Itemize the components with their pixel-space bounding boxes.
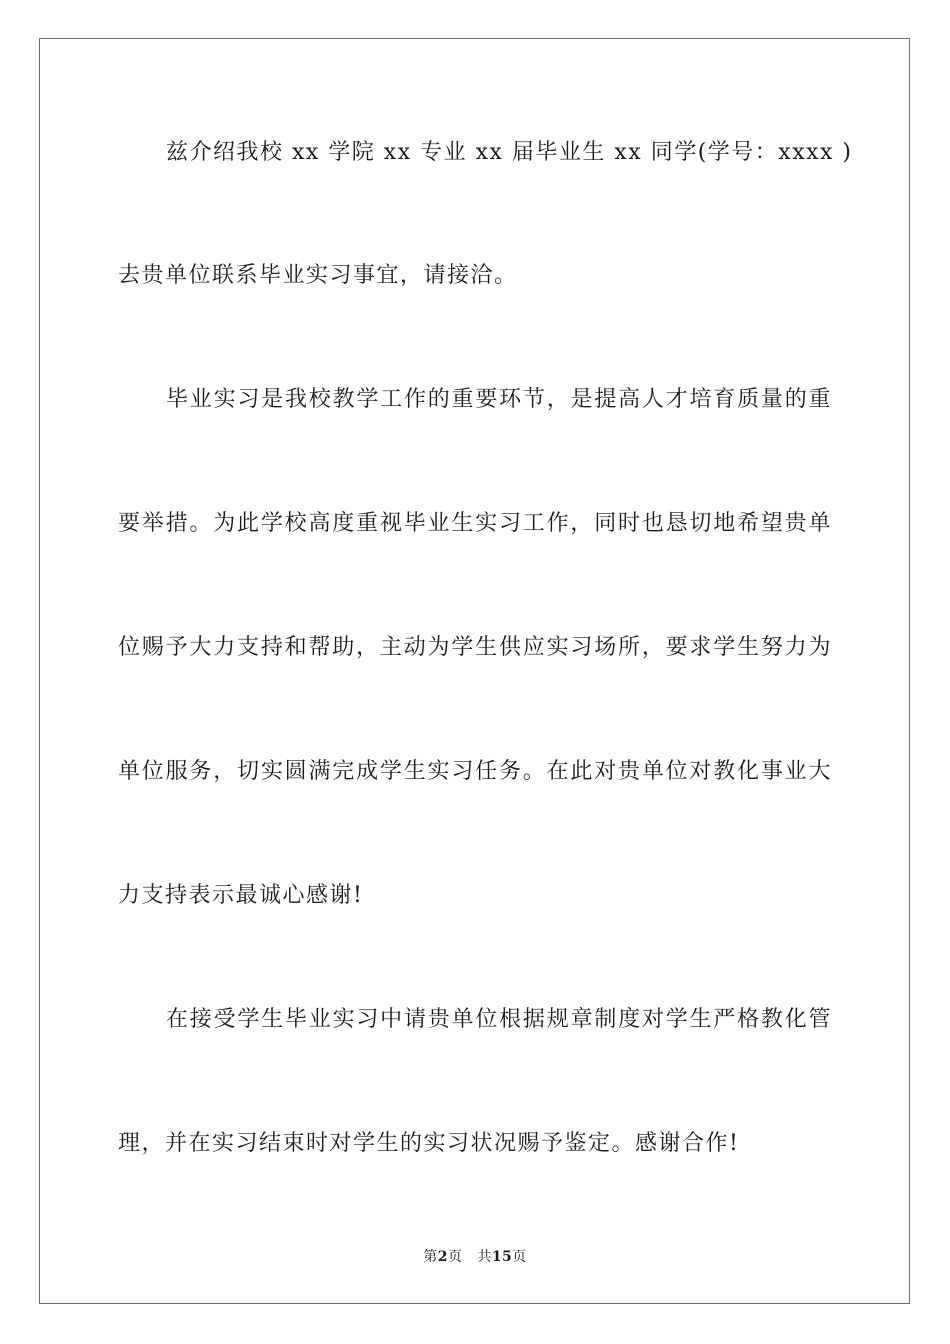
- page-footer: [0, 1248, 950, 1266]
- paragraph-2-line-3: 位赐予大力支持和帮助，主动为学生供应实习场所，要求学生努力为: [118, 635, 832, 660]
- footer-page-number: 2: [437, 1249, 448, 1265]
- paragraph-2-line-2: 要举措。为此学校高度重视毕业生实习工作，同时也恳切地希望贵单: [118, 511, 832, 536]
- footer-page-suffix: 页: [447, 1249, 463, 1265]
- page-border: [39, 38, 910, 1304]
- footer-total-prefix: 共: [477, 1249, 492, 1265]
- paragraph-3-line-1: 在接受学生毕业实习中请贵单位根据规章制度对学生严格教化管: [166, 1007, 832, 1032]
- paragraph-1-line-2: 去贵单位联系毕业实习事宜，请接洽。: [118, 263, 518, 288]
- paragraph-2-line-1: 毕业实习是我校教学工作的重要环节，是提高人才培育质量的重: [166, 387, 832, 412]
- paragraph-2-line-4: 单位服务，切实圆满完成学生实习任务。在此对贵单位对教化事业大: [118, 759, 832, 784]
- footer-total-suffix: 页: [512, 1249, 527, 1265]
- footer-page-prefix: 第: [423, 1249, 438, 1265]
- paragraph-2-line-5: 力支持表示最诚心感谢!: [118, 883, 364, 908]
- paragraph-1-line-1: 兹介绍我校 xx 学院 xx 专业 xx 届毕业生 xx 同学(学号：xxxx ): [166, 140, 853, 165]
- footer-total-pages: 15: [491, 1249, 513, 1265]
- paragraph-3-line-2: 理，并在实习结束时对学生的实习状况赐予鉴定。感谢合作!: [118, 1131, 740, 1156]
